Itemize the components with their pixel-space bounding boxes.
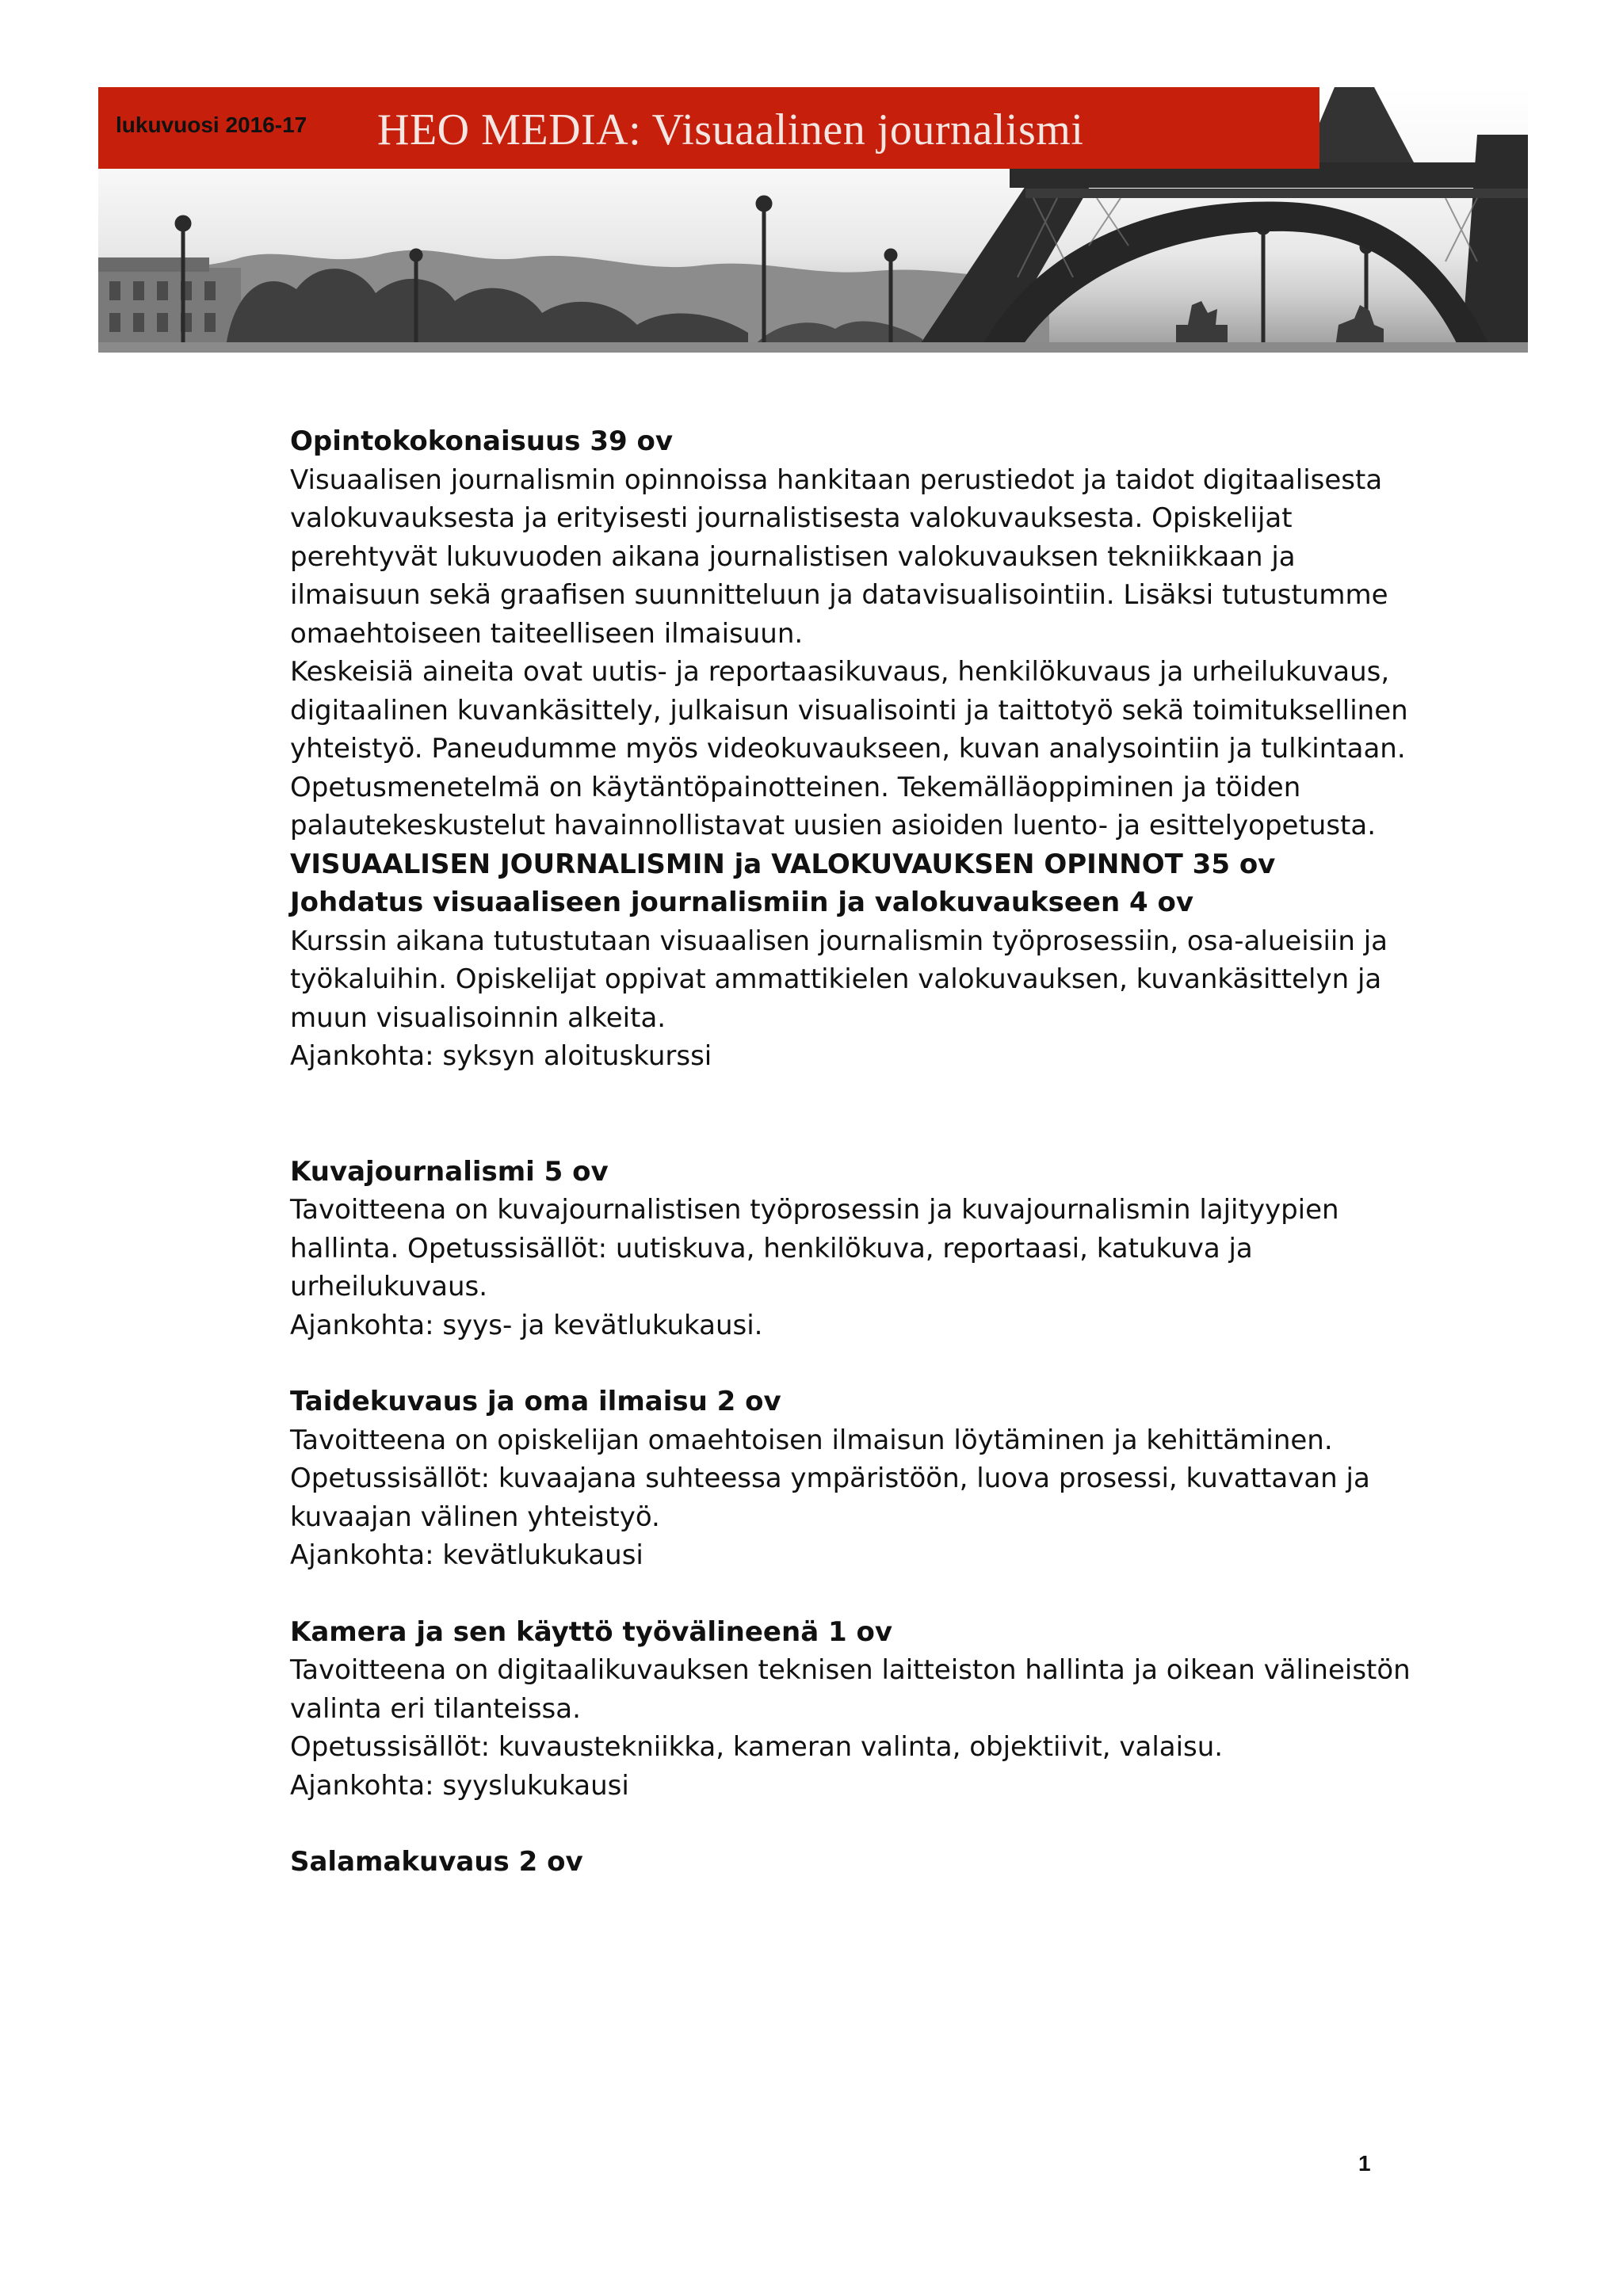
course-block [290,1383,1423,1575]
title-bar [98,87,1319,169]
academic-year-label: lukuvuosi 2016-17 [116,113,307,137]
course-schedule: Ajankohta: syksyn aloituskurssi [290,1040,712,1072]
course-text-line: valinta eri tilanteissa. [290,1692,581,1725]
course-block [290,883,1423,1076]
course-text-line: hallinta. Opetussisällöt: uutiskuva, henkilökuva, reportaasi, katukuva ja [290,1232,1253,1264]
course-text-line: kuvaajan välinen yhteistyö. [290,1501,660,1533]
document-body [290,422,1423,1920]
course-text-line: muun visualisoinnin alkeita. [290,1001,666,1034]
course-schedule: Ajankohta: syyslukukausi [290,1769,629,1802]
course-text-line: Opetussisällöt: kuvaajana suhteessa ympäristöön, luova prosessi, kuvattavan ja [290,1463,1370,1494]
course-text-line: Kurssin aikana tutustutaan visuaalisen journalismin työprosessiin, osa-alueisiin ja [290,925,1388,957]
course-block [290,1843,1423,1882]
course-title: Kuvajournalismi 5 ov [290,1155,609,1188]
course-text-line: urheilukuvaus. [290,1271,488,1302]
course-text-line: Opetussisällöt: kuvaustekniikka, kameran valinta, objektiivit, valaisu. [290,1731,1224,1763]
page-title: HEO MEDIA: Visuaalinen journalismi [377,105,1084,154]
course-text-line: Tavoitteena on opiskelijan omaehtoisen ilmaisun löytäminen ja kehittäminen. [290,1424,1333,1456]
course-title: Johdatus visuaaliseen journalismiin ja valokuvaukseen 4 ov [290,887,1194,918]
intro-paragraph-1: Visuaalisen journalismin opinnoissa hankitaan perustiedot ja taidot digitaalisesta valokuvauksesta ja erityisesti journalistisesta valokuvauksesta. Opiskelijat perehtyvät lukuvuoden aikana journalistisen valokuvauksen tekniikkaan ja ilmaisuun sekä graafisen suunnitteluun ja datavisualisointiin. Lisäksi tutustumme omaehtoiseen taiteelliseen ilmaisuun. [290,463,1388,650]
course-text-line: Tavoitteena on kuvajournalistisen työprosessin ja kuvajournalismin lajityypien [290,1194,1339,1226]
intro-paragraph-3: Opetusmenetelmä on käytäntöpainotteinen. Tekemälläoppiminen ja töiden palautekeskustelut havainnollistavat uusien asioiden luento- ja esittelyopetusta. [290,771,1377,841]
course-text-line: työkaluihin. Opiskelijat oppivat ammattikielen valokuvauksen, kuvankäsittelyn ja [290,963,1382,995]
intro-paragraph-2: Keskeisiä aineita ovat uutis- ja reportaasikuvaus, henkilökuvaus ja urheilukuvaus, digitaalinen kuvankäsittely, julkaisun visualisointi ja taittotyö sekä toimituksellinen yhteistyö. Paneudumme myös videokuvaukseen, kuvan analysointiin ja tulkintaan. [290,656,1408,765]
course-title: Kamera ja sen käyttö työvälineenä 1 ov [290,1615,892,1648]
course-block [290,1613,1423,1806]
page-number: 1 [1358,2151,1371,2176]
course-schedule: Ajankohta: kevätlukukausi [290,1539,643,1571]
section-heading: VISUAALISEN JOURNALISMIN ja VALOKUVAUKSEN OPINNOT 35 ov [290,848,1276,880]
course-block [290,1153,1423,1345]
course-title: Salamakuvaus 2 ov [290,1846,583,1878]
course-text-line: Tavoitteena on digitaalikuvauksen teknisen laitteiston hallinta ja oikean välineistön [290,1654,1411,1686]
course-title: Taidekuvaus ja oma ilmaisu 2 ov [290,1386,781,1417]
course-schedule: Ajankohta: syys- ja kevätlukukausi. [290,1309,763,1341]
header-banner [98,87,1528,353]
intro-heading: Opintokokonaisuus 39 ov [290,425,674,457]
